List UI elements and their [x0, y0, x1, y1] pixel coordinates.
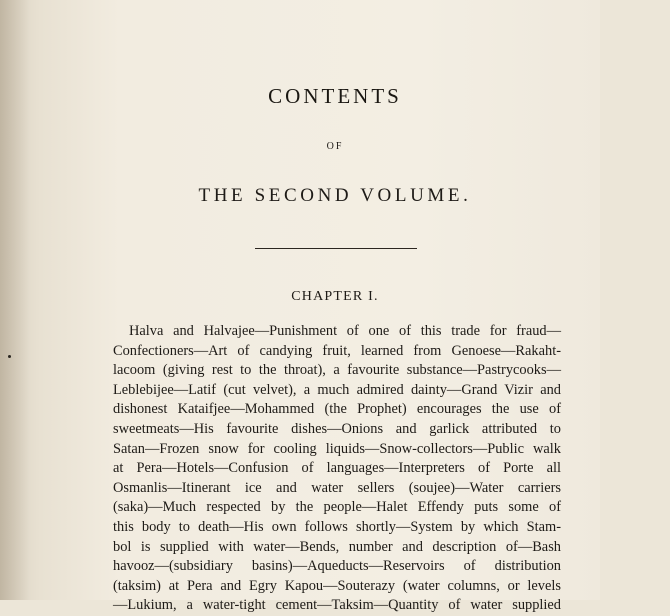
summary-line: dishonest Kataifjee—Mohammed (the Prophet) encourages the use of	[113, 401, 561, 418]
summary-line: this body to death—His own follows shortly—System by which Stam-	[113, 518, 561, 535]
summary-line: (saka)—Much respected by the people—Halet Effendy puts some of	[113, 499, 561, 516]
divider-rule	[255, 248, 417, 249]
ink-speck	[8, 355, 11, 358]
summary-line: —Lukium, a water-tight cement—Taksim—Quantity of water supplied	[113, 597, 561, 614]
summary-line: Osmanlis—Itinerant ice and water sellers (soujee)—Water carriers	[113, 479, 561, 496]
summary-line: havooz—(subsidiary basins)—Aqueducts—Reservoirs of distribution	[113, 558, 561, 575]
summary-line: Leblebijee—Latif (cut velvet), a much admired dainty—Grand Vizir and	[113, 381, 561, 398]
of-label: OF	[326, 141, 344, 152]
summary-line: at Pera—Hotels—Confusion of languages—Interpreters of Porte all	[113, 460, 561, 477]
summary-line: bol is supplied with water—Bends, number and description of—Bash	[113, 538, 561, 555]
summary-line: Satan—Frozen snow for cooling liquids—Snow-collectors—Public walk	[113, 440, 561, 457]
chapter-summary	[113, 322, 561, 616]
contents-heading: CONTENTS	[268, 84, 402, 108]
summary-line: Confectioners—Art of candying fruit, learned from Genoese—Rakaht-	[113, 342, 561, 359]
volume-heading: THE SECOND VOLUME.	[198, 185, 472, 206]
summary-line: (taksim) at Pera and Egry Kapou—Souterazy (water columns, or levels	[113, 577, 561, 594]
chapter-heading: CHAPTER I.	[291, 289, 379, 304]
summary-line: lacoom (giving rest to the throat), a favourite substance—Pastrycooks—	[113, 362, 561, 379]
summary-line: sweetmeats—His favourite dishes—Onions and garlick attributed to	[113, 420, 561, 437]
summary-line: Halva and Halvajee—Punishment of one of this trade for fraud—	[129, 323, 561, 339]
